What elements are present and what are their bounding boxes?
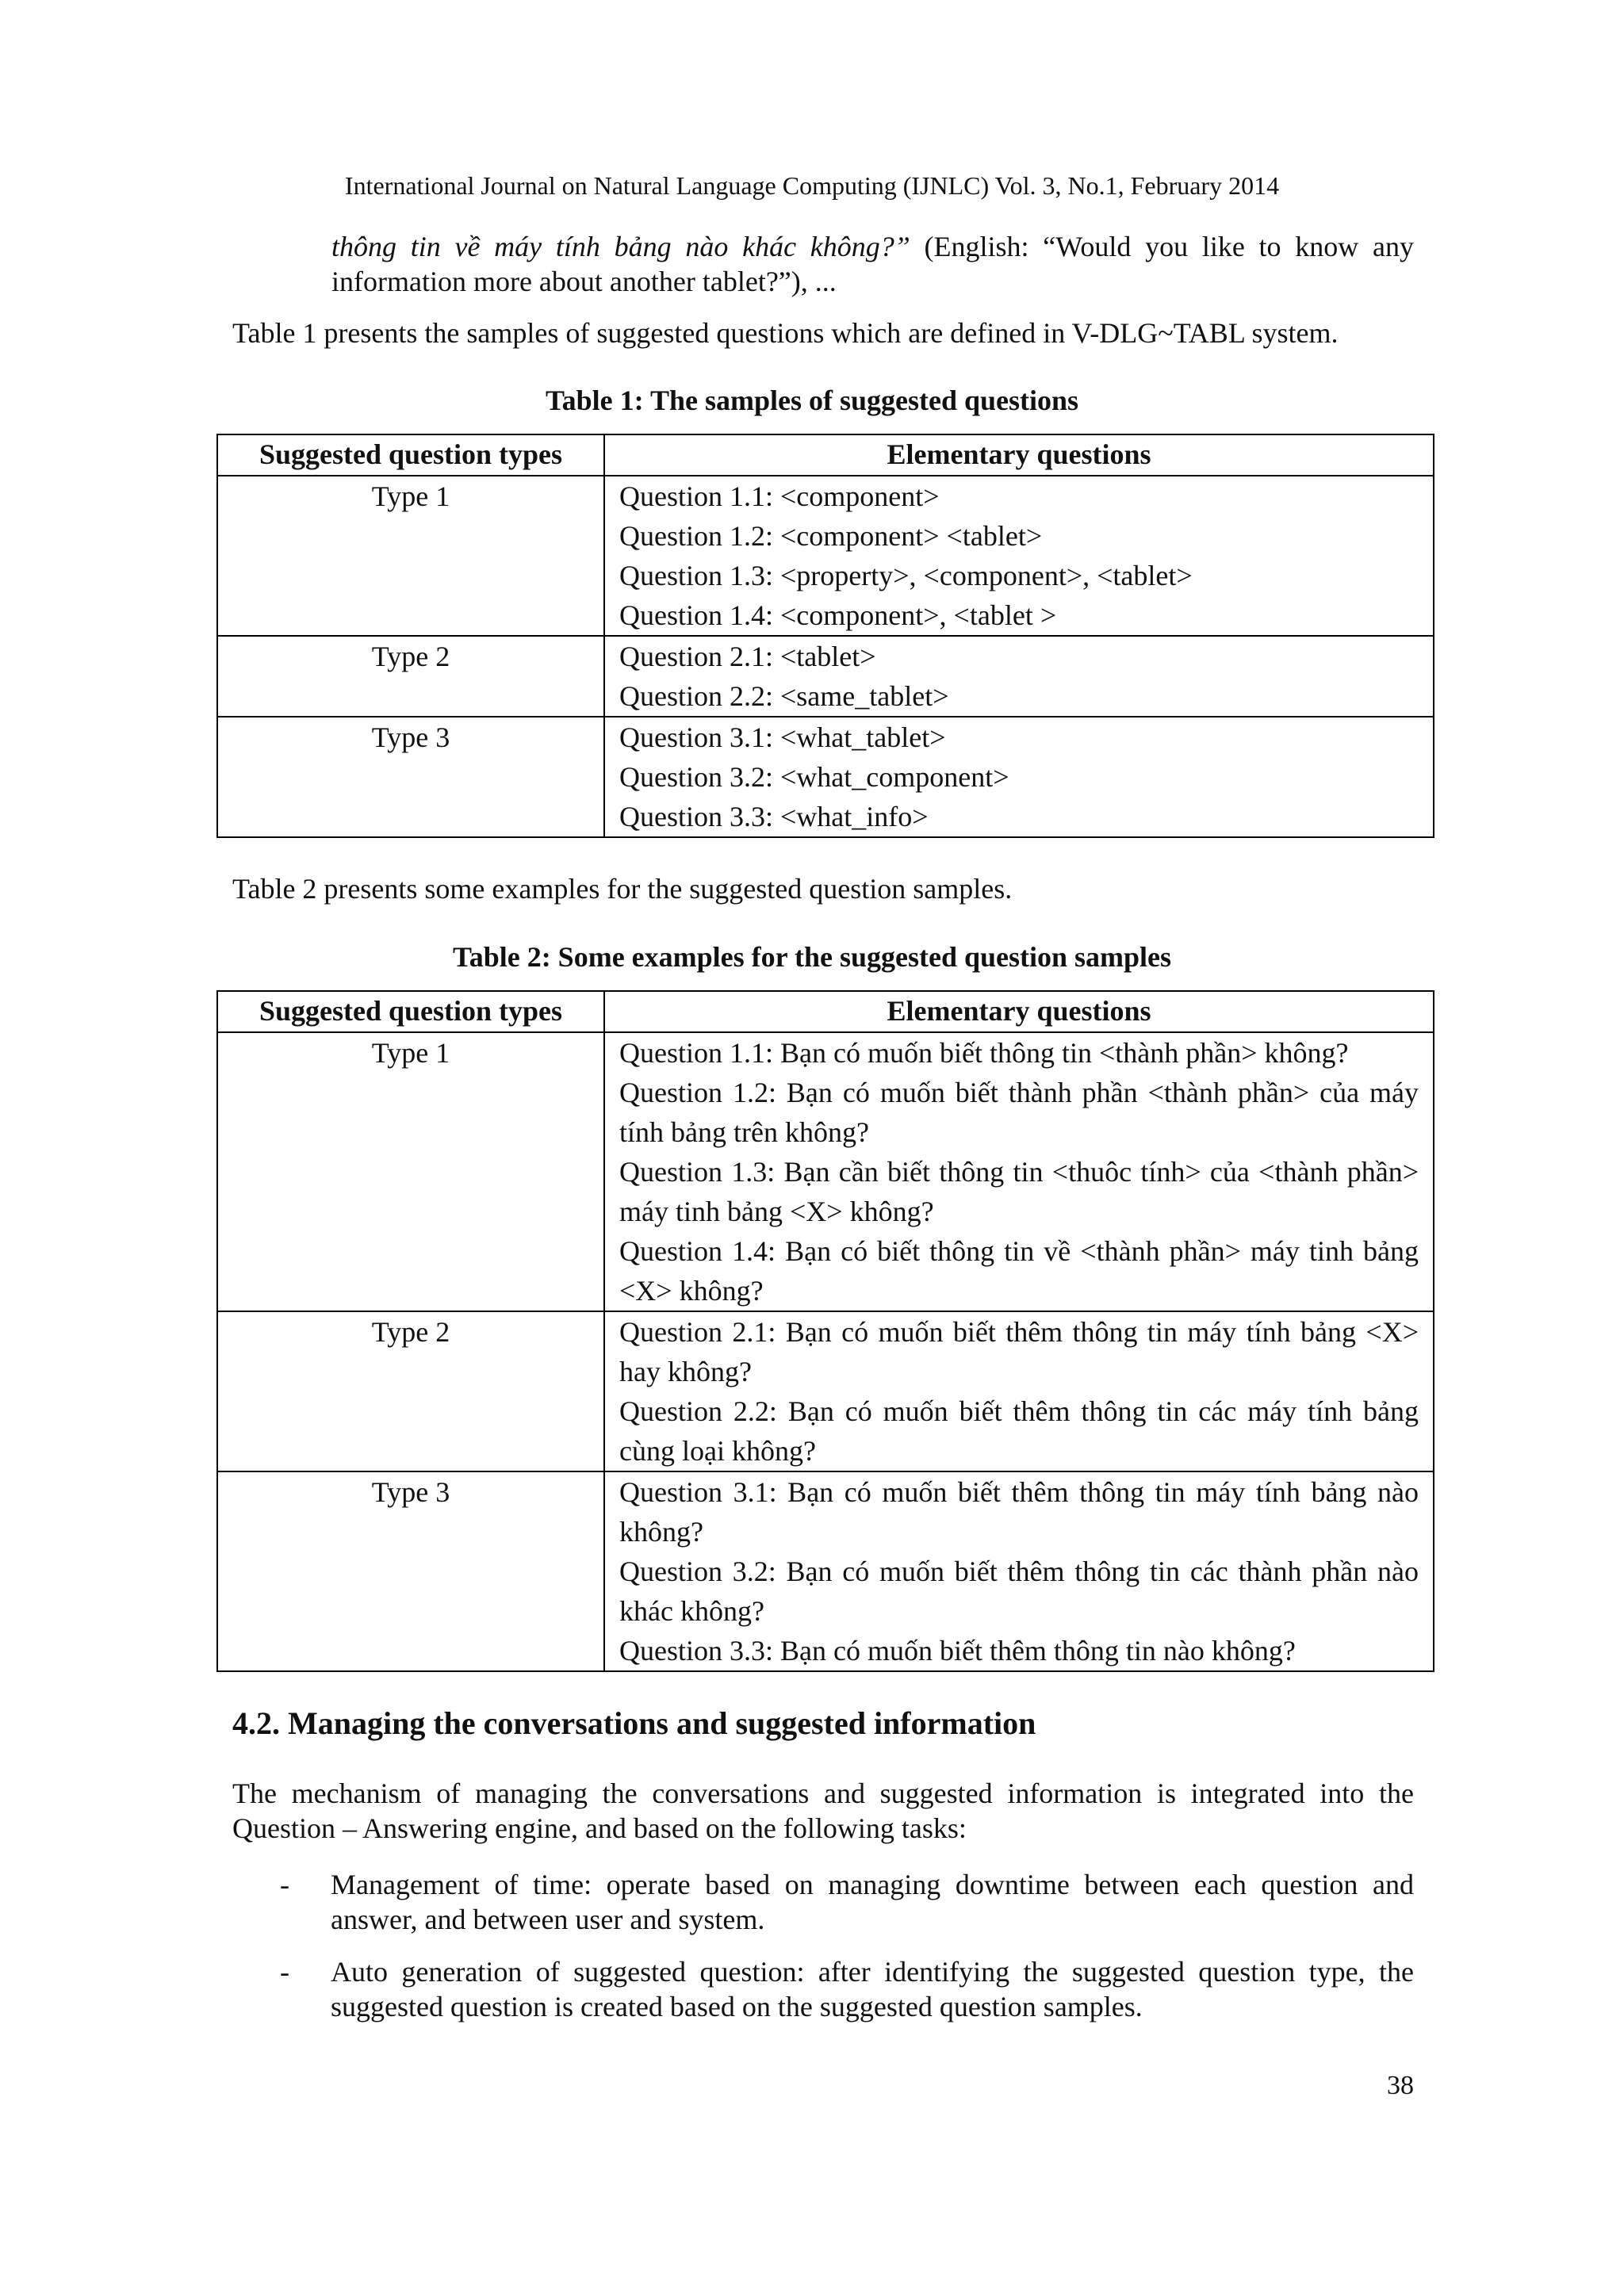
bullet-item-time [232, 1867, 1414, 1937]
table2 [216, 990, 1434, 1672]
table1 [216, 434, 1434, 838]
table2-intro-paragraph: Table 2 presents some examples for the suggested question samples. [232, 873, 1013, 905]
table2-question-line: Question 3.1: Bạn có muốn biết thêm thông tin máy tính bảng nào không? [619, 1476, 1419, 1548]
table1-caption: Table 1: The samples of suggested questions [545, 385, 1079, 416]
table1-question-line: Question 2.1: <tablet> [619, 641, 876, 672]
table1-question-line: Question 3.1: <what_tablet> [619, 721, 946, 753]
table1-type-cell: Type 3 [217, 717, 604, 837]
section-heading: 4.2. Managing the conversations and suggested information [232, 1705, 1036, 1741]
table1-type-cell: Type 2 [217, 636, 604, 717]
table1-question-line: Question 2.2: <same_tablet> [619, 680, 949, 712]
section-paragraph: The mechanism of managing the conversations and suggested information is integrated into the Question – Answering engine, and based on the following tasks: [232, 1777, 1414, 1844]
table1-question-line: Question 1.1: <component> [619, 480, 940, 512]
table1-questions-cell [604, 636, 1434, 717]
table1-row [217, 476, 1434, 636]
bullet-text: Management of time: operate based on managing downtime between each question and answer, and between user and system. [331, 1869, 1414, 1935]
table2-question-line: Question 1.2: Bạn có muốn biết thành phần <thành phần> của máy tính bảng trên không? [619, 1077, 1419, 1148]
table2-question-line: Question 3.2: Bạn có muốn biết thêm thông tin các thành phần nào khác không? [619, 1556, 1419, 1627]
bullet-text: Auto generation of suggested question: after identifying the suggested question type, the suggested question is created based on the suggested question samples. [331, 1956, 1414, 2022]
continued-paragraph [331, 229, 1414, 299]
table1-type-cell: Type 1 [217, 476, 604, 636]
table1-intro-paragraph: Table 1 presents the samples of suggested questions which are defined in V-DLG~TABL system. [232, 317, 1339, 349]
table1-question-line: Question 3.2: <what_component> [619, 761, 1009, 793]
table1-questions-cell [604, 717, 1434, 837]
table2-row [217, 1471, 1434, 1671]
table2-question-line: Question 1.3: Bạn cần biết thông tin <thuôc tính> của <thành phần> máy tinh bảng <X> không? [619, 1156, 1419, 1227]
table2-row [217, 1032, 1434, 1311]
bullet-dash: - [280, 1869, 289, 1900]
table2-row [217, 1311, 1434, 1471]
table2-questions-cell [604, 1471, 1434, 1671]
table1-row [217, 717, 1434, 837]
table2-question-line: Question 2.1: Bạn có muốn biết thêm thông tin máy tính bảng <X> hay không? [619, 1316, 1419, 1387]
table2-header-type: Suggested question types [217, 991, 604, 1032]
table2-question-line: Question 1.4: Bạn có biết thông tin về <thành phần> máy tinh bảng <X> không? [619, 1235, 1419, 1307]
bullet-dash: - [280, 1956, 289, 1988]
table1-header-questions: Elementary questions [604, 434, 1434, 476]
table2-header-questions: Elementary questions [604, 991, 1434, 1032]
table1-row [217, 636, 1434, 717]
table2-question-line: Question 2.2: Bạn có muốn biết thêm thông tin các máy tính bảng cùng loại không? [619, 1395, 1419, 1467]
table1-header-type: Suggested question types [217, 434, 604, 476]
table1-header-row [217, 434, 1434, 476]
table2-type-cell: Type 2 [217, 1311, 604, 1471]
continued-italic-text: thông tin về máy tính bảng nào khác không?” [331, 231, 910, 262]
running-header: International Journal on Natural Language Computing (IJNLC) Vol. 3, No.1, February 2014 [344, 171, 1280, 200]
table1-questions-cell [604, 476, 1434, 636]
table2-type-cell: Type 3 [217, 1471, 604, 1671]
table2-questions-cell [604, 1032, 1434, 1311]
bullet-item-auto-generation [232, 1954, 1414, 2024]
table2-question-line: Question 3.3: Bạn có muốn biết thêm thông tin nào không? [619, 1635, 1296, 1667]
table2-type-cell: Type 1 [217, 1032, 604, 1311]
table2-caption: Table 2: Some examples for the suggested question samples [452, 941, 1172, 973]
table1-question-line: Question 1.2: <component> <tablet> [619, 520, 1043, 552]
table2-question-line: Question 1.1: Bạn có muốn biết thông tin <thành phần> không? [619, 1037, 1349, 1069]
table1-question-line: Question 1.3: <property>, <component>, <tablet> [619, 560, 1193, 591]
continued-english-text: (English: “Would you like to know any information more about another tablet?”), ... [331, 231, 1415, 297]
table1-question-line: Question 1.4: <component>, <tablet > [619, 599, 1057, 631]
table1-question-line: Question 3.3: <what_info> [619, 801, 929, 832]
table2-header-row [217, 991, 1434, 1032]
page-number: 38 [1387, 2071, 1414, 2100]
table2-questions-cell [604, 1311, 1434, 1471]
